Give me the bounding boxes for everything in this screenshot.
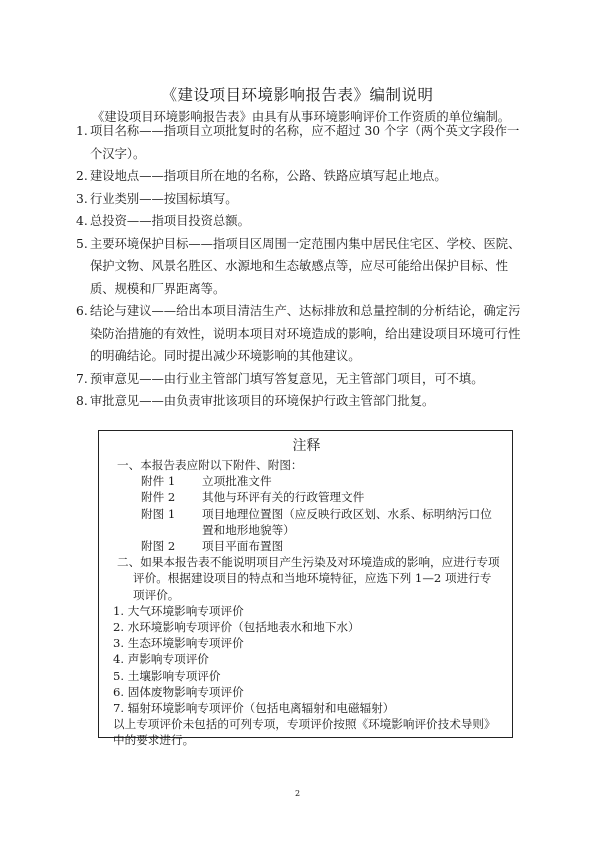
item-text: 总投资——指项目投资总额。 <box>90 214 250 228</box>
special-assessment-list <box>113 603 500 716</box>
list-item: 2. 水环境影响专项评价（包括地表水和地下水） <box>113 620 360 635</box>
list-item <box>76 368 530 391</box>
list-item <box>76 210 530 233</box>
item-text: 项目名称——指项目立项批复时的名称，应不超过 30 个字（两个英文字段作一个汉字）。 <box>90 124 520 161</box>
item-number: 6. <box>76 304 88 318</box>
attachment-label: 附图 1 <box>141 506 176 521</box>
item-number: 8. <box>76 394 88 408</box>
item-number: 2. <box>76 169 88 183</box>
attachment-row <box>113 506 500 538</box>
notes-box <box>98 430 513 748</box>
notes-title: 注释 <box>292 438 321 454</box>
item-number: 7. <box>76 371 88 386</box>
attachment-row <box>113 489 500 505</box>
attachment-row <box>113 538 500 554</box>
list-item <box>76 165 530 188</box>
item-text: 预审意见——由行业主管部门填写答复意见，无主管部门项目，可不填。 <box>90 371 484 386</box>
list-item <box>76 300 530 368</box>
item-text: 审批意见——由负责审批该项目的环境保护行政主管部门批复。 <box>90 394 435 408</box>
attachment-label: 附件 1 <box>141 474 176 489</box>
item-number: 4. <box>76 214 88 228</box>
instruction-list <box>76 120 530 413</box>
item-text: 建设地点——指项目所在地的名称，公路、铁路应填写起止地点。 <box>90 169 447 183</box>
intro-paragraph: 《建设项目环境影响报告表》由具有从事环境影响评价工作资质的单位编制。 <box>92 110 511 124</box>
item-number: 3. <box>76 191 88 206</box>
list-item: 1. 大气环境影响专项评价 <box>113 603 244 618</box>
attachment-text: 立项批准文件 <box>202 474 272 489</box>
list-item: 3. 生态环境影响专项评价 <box>113 636 244 651</box>
list-item <box>76 390 530 413</box>
item-number: 5. <box>76 236 88 251</box>
item-text: 行业类别——按国标填写。 <box>90 191 238 206</box>
attachment-row <box>113 473 500 489</box>
list-item: 5. 土壤影响专项评价 <box>113 668 221 683</box>
list-item <box>76 233 530 301</box>
item-number: 1. <box>76 124 88 138</box>
item-text: 结论与建议——给出本项目清洁生产、达标排放和总量控制的分析结论，确定污染防治措施的有效性，说明本项目对环境造成的影响，给出建设项目环境可行性的明确结论。同时提出减少环境影响的其他建议。 <box>90 304 521 363</box>
list-item: 7. 辐射环境影响专项评价（包括电离辐射和电磁辐射） <box>113 701 395 716</box>
page-title: 《建设项目环境影响报告表》编制说明 <box>161 86 434 104</box>
list-item: 4. 声影响专项评价 <box>113 652 209 667</box>
attachment-text: 项目平面布置图 <box>202 539 284 554</box>
item-text: 主要环境保护目标——指项目区周围一定范围内集中居民住宅区、学校、医院、保护文物、风景名胜区、水源地和生态敏感点等，应尽可能给出保护目标、性质、规模和厂界距离等。 <box>90 236 521 296</box>
attachment-text: 项目地理位置图（应反映行政区划、水系、标明纳污口位置和地形地貌等） <box>202 506 492 537</box>
list-item <box>76 120 530 165</box>
list-item <box>76 188 530 211</box>
notes-section-1: 一、本报告表应附以下附件、附图： <box>117 458 303 472</box>
attachment-label: 附件 2 <box>141 490 176 505</box>
notes-section-2: 二、如果本报告表不能说明项目产生污染及对环境造成的影响，应进行专项评价。根据建设项目的特点和当地环境特征，应选下列 1—2 项进行专项评价。 <box>117 555 500 602</box>
list-item: 6. 固体废物影响专项评价 <box>113 684 244 699</box>
attachment-text: 其他与环评有关的行政管理文件 <box>202 490 365 505</box>
page-number: 2 <box>294 789 301 798</box>
notes-footer: 以上专项评价未包括的可列专项，专项评价按照《环境影响评价技术导则》中的要求进行。 <box>113 717 496 748</box>
attachment-label: 附图 2 <box>141 539 176 554</box>
